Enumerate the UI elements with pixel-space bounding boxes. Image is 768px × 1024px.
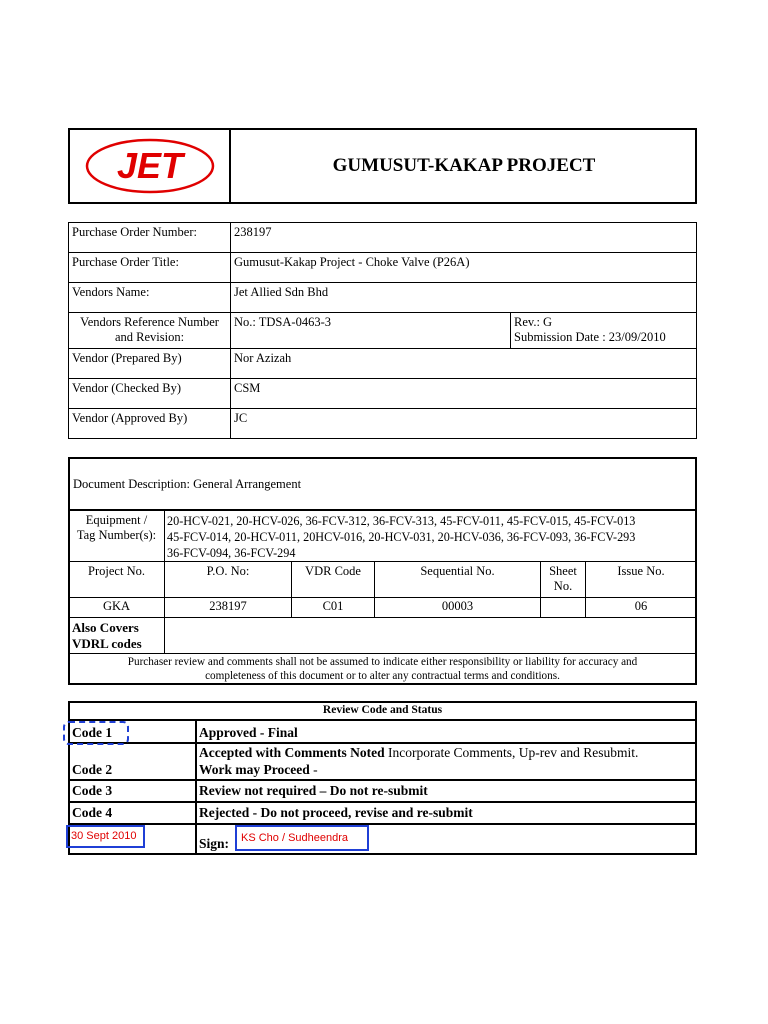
document-table-border: [68, 457, 697, 685]
code2-status-bold: Accepted with Comments Noted: [199, 745, 385, 760]
code1-label: Code 1: [72, 725, 113, 740]
code2-status: [199, 744, 695, 778]
equipment-label-line1: Equipment /: [85, 513, 148, 527]
signer-stamp[interactable]: [235, 825, 369, 851]
disclaimer-line1: Purchaser review and comments shall not be assumed to indicate either responsibility or liability for accuracy and: [127, 656, 638, 668]
code2-status-line2: [199, 761, 695, 778]
review-title: Review Code and Status: [322, 704, 443, 716]
code2-status-rest: Incorporate Comments, Up-rev and Resubmit.: [384, 745, 639, 760]
review-title-line: [68, 719, 697, 721]
logo-text: JET: [116, 145, 184, 186]
date-stamp[interactable]: [66, 825, 145, 848]
vendor-name-value: Jet Allied Sdn Bhd: [230, 282, 697, 313]
vendor-name-label: Vendors Name:: [68, 282, 231, 313]
disclaimer-line2: completeness of this document or to alter any contractual terms and conditions.: [205, 670, 560, 682]
code2-status-line2-bold: Work may Proceed: [199, 762, 310, 777]
code1-highlight: [63, 721, 129, 745]
signer-stamp-text: KS Cho / Sudheendra: [241, 832, 349, 844]
checked-by-value: CSM: [230, 378, 697, 409]
document-description-text: Document Description: General Arrangement: [73, 477, 302, 491]
code3-label: Code 3: [72, 783, 113, 798]
approved-by-label: Vendor (Approved By): [68, 408, 231, 439]
code3-status: Review not required – Do not re-submit: [199, 783, 428, 798]
review-row-sep-2: [68, 779, 697, 781]
project-title: GUMUSUT-KAKAP PROJECT: [332, 155, 596, 176]
prepared-by-value: Nor Azizah: [230, 348, 697, 379]
col-project-no: Project No.: [68, 561, 165, 598]
vendor-ref-label: [68, 312, 231, 349]
val-issue-no: 06: [585, 597, 697, 618]
tags-line2: 45-FCV-014, 20-HCV-011, 20HCV-016, 20-HCV-031, 20-HCV-036, 36-FCV-093, 36-FCV-293: [167, 530, 636, 544]
vendor-rev: Rev.: G: [514, 315, 553, 329]
vendor-ref-label-line1: Vendors Reference Number: [80, 315, 219, 329]
col-issue-no: Issue No.: [585, 561, 697, 598]
code4-label: Code 4: [72, 805, 113, 820]
po-title-label: Purchase Order Title:: [68, 252, 231, 283]
sign-label: Sign:: [199, 836, 230, 851]
tags-line3: 36-FCV-094, 36-FCV-294: [167, 546, 296, 560]
prepared-by-label: Vendor (Prepared By): [68, 348, 231, 379]
vendor-ref-label-line2: and Revision:: [114, 330, 185, 344]
code4-status: Rejected - Do not proceed, revise and re-submit: [199, 805, 473, 820]
jet-logo: [84, 137, 216, 195]
val-sequential-no: 00003: [374, 597, 541, 618]
also-covers-line2: VDRL codes: [72, 636, 142, 651]
also-covers-line1: Also Covers: [72, 620, 139, 635]
vendor-rev-submission: [510, 312, 697, 349]
vendor-ref-no: No.: TDSA-0463-3: [230, 312, 511, 349]
code2-status-line1: [199, 744, 695, 761]
review-table-border: [68, 701, 697, 855]
col-sequential-no: Sequential No.: [374, 561, 541, 598]
col-sheet-no-line2: No.: [553, 579, 573, 593]
date-stamp-text: 30 Sept 2010: [71, 830, 137, 842]
code2-label: Code 2: [72, 762, 113, 777]
equipment-label-line2: Tag Number(s):: [76, 528, 157, 542]
code1-status: Approved - Final: [199, 725, 298, 740]
val-po-no: 238197: [164, 597, 292, 618]
tags-line1: 20-HCV-021, 20-HCV-026, 36-FCV-312, 36-FCV-313, 45-FCV-011, 45-FCV-015, 45-FCV-013: [167, 514, 636, 528]
checked-by-label: Vendor (Checked By): [68, 378, 231, 409]
po-title-value: Gumusut-Kakap Project - Choke Valve (P26A): [230, 252, 697, 283]
val-vdr-code: C01: [291, 597, 375, 618]
val-project-no: GKA: [68, 597, 165, 618]
col-vdr-code: VDR Code: [291, 561, 375, 598]
code2-status-line2-rest: -: [309, 762, 318, 777]
review-row-sep-3: [68, 801, 697, 803]
approved-by-value: JC: [230, 408, 697, 439]
col-sheet-no-line1: Sheet: [549, 564, 577, 578]
col-po-no: P.O. No:: [164, 561, 292, 598]
review-row-sep-4: [68, 823, 697, 825]
review-col-divider: [195, 719, 197, 855]
po-number-label: Purchase Order Number:: [68, 222, 231, 253]
po-number-value: 238197: [230, 222, 697, 253]
submission-date: Submission Date : 23/09/2010: [514, 330, 666, 344]
